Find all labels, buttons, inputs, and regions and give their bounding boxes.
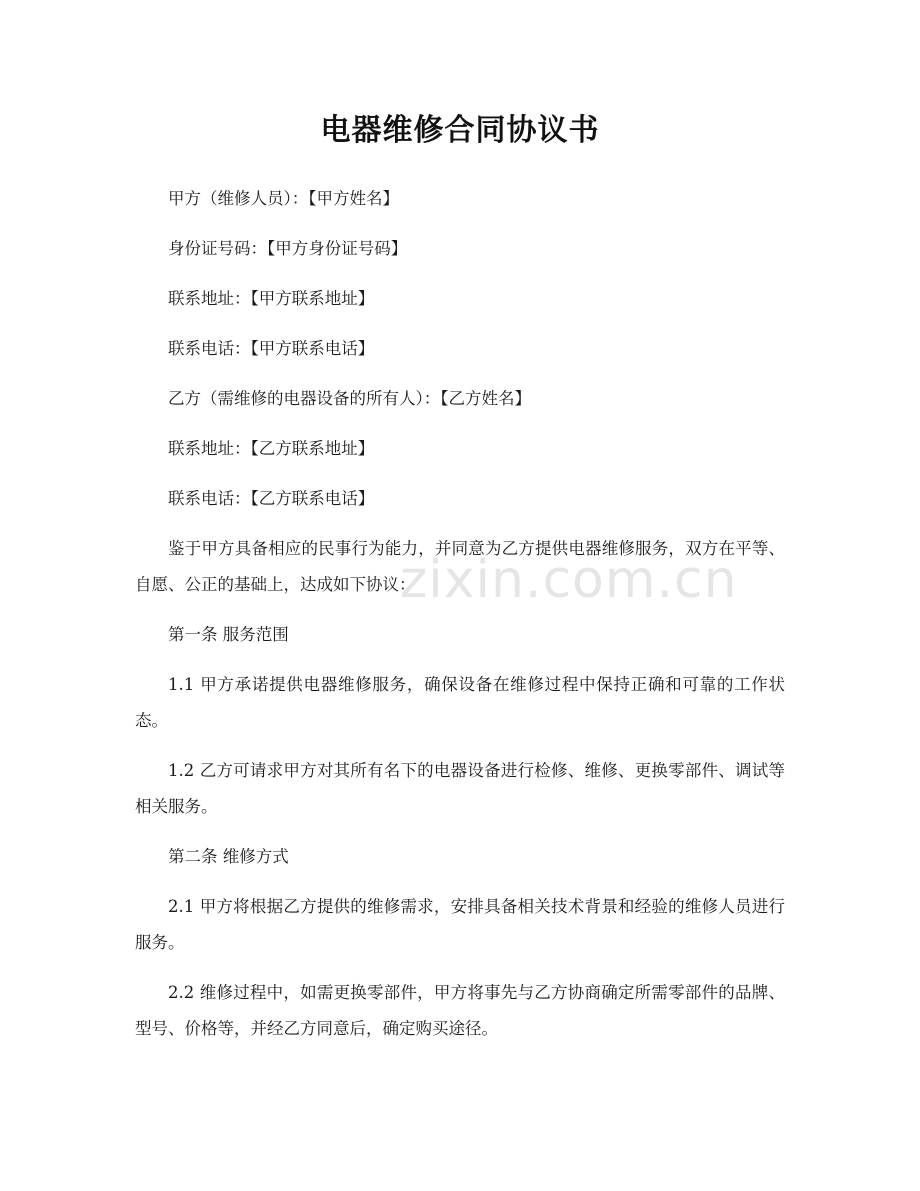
party-a-name: 甲方（维修人员）：【甲方姓名】 xyxy=(168,189,399,208)
clause-1-2: 1.2 乙方可请求甲方对其所有名下的电器设备进行检修、维修、更换零部件、调试等相关服务。 xyxy=(135,761,785,816)
clause-2-1: 2.1 甲方将根据乙方提供的维修需求，安排具备相关技术背景和经验的维修人员进行服务。 xyxy=(135,897,785,952)
party-b-name: 乙方（需维修的电器设备的所有人）：【乙方姓名】 xyxy=(168,389,531,408)
article-1-heading: 第一条 服务范围 xyxy=(168,625,289,644)
party-a-phone: 联系电话：【甲方联系电话】 xyxy=(168,339,375,358)
party-b-address: 联系地址：【乙方联系地址】 xyxy=(168,439,375,458)
party-a-id-number: 身份证号码：【甲方身份证号码】 xyxy=(168,239,408,258)
document-title: 电器维修合同协议书 xyxy=(320,113,600,148)
party-b-phone: 联系电话：【乙方联系电话】 xyxy=(168,489,375,508)
preamble: 鉴于甲方具备相应的民事行为能力，并同意为乙方提供电器维修服务，双方在平等、自愿、公正的基础上，达成如下协议： xyxy=(135,539,785,594)
clause-1-1: 1.1 甲方承诺提供电器维修服务，确保设备在维修过程中保持正确和可靠的工作状态。 xyxy=(135,675,785,730)
watermark: zixin.com.cn xyxy=(400,550,738,610)
party-a-address: 联系地址：【甲方联系地址】 xyxy=(168,289,375,308)
document-body xyxy=(135,181,785,1061)
clause-2-2: 2.2 维修过程中，如需更换零部件，甲方将事先与乙方协商确定所需零部件的品牌、型号、价格等，并经乙方同意后，确定购买途径。 xyxy=(135,983,785,1038)
article-2-heading: 第二条 维修方式 xyxy=(168,847,289,866)
